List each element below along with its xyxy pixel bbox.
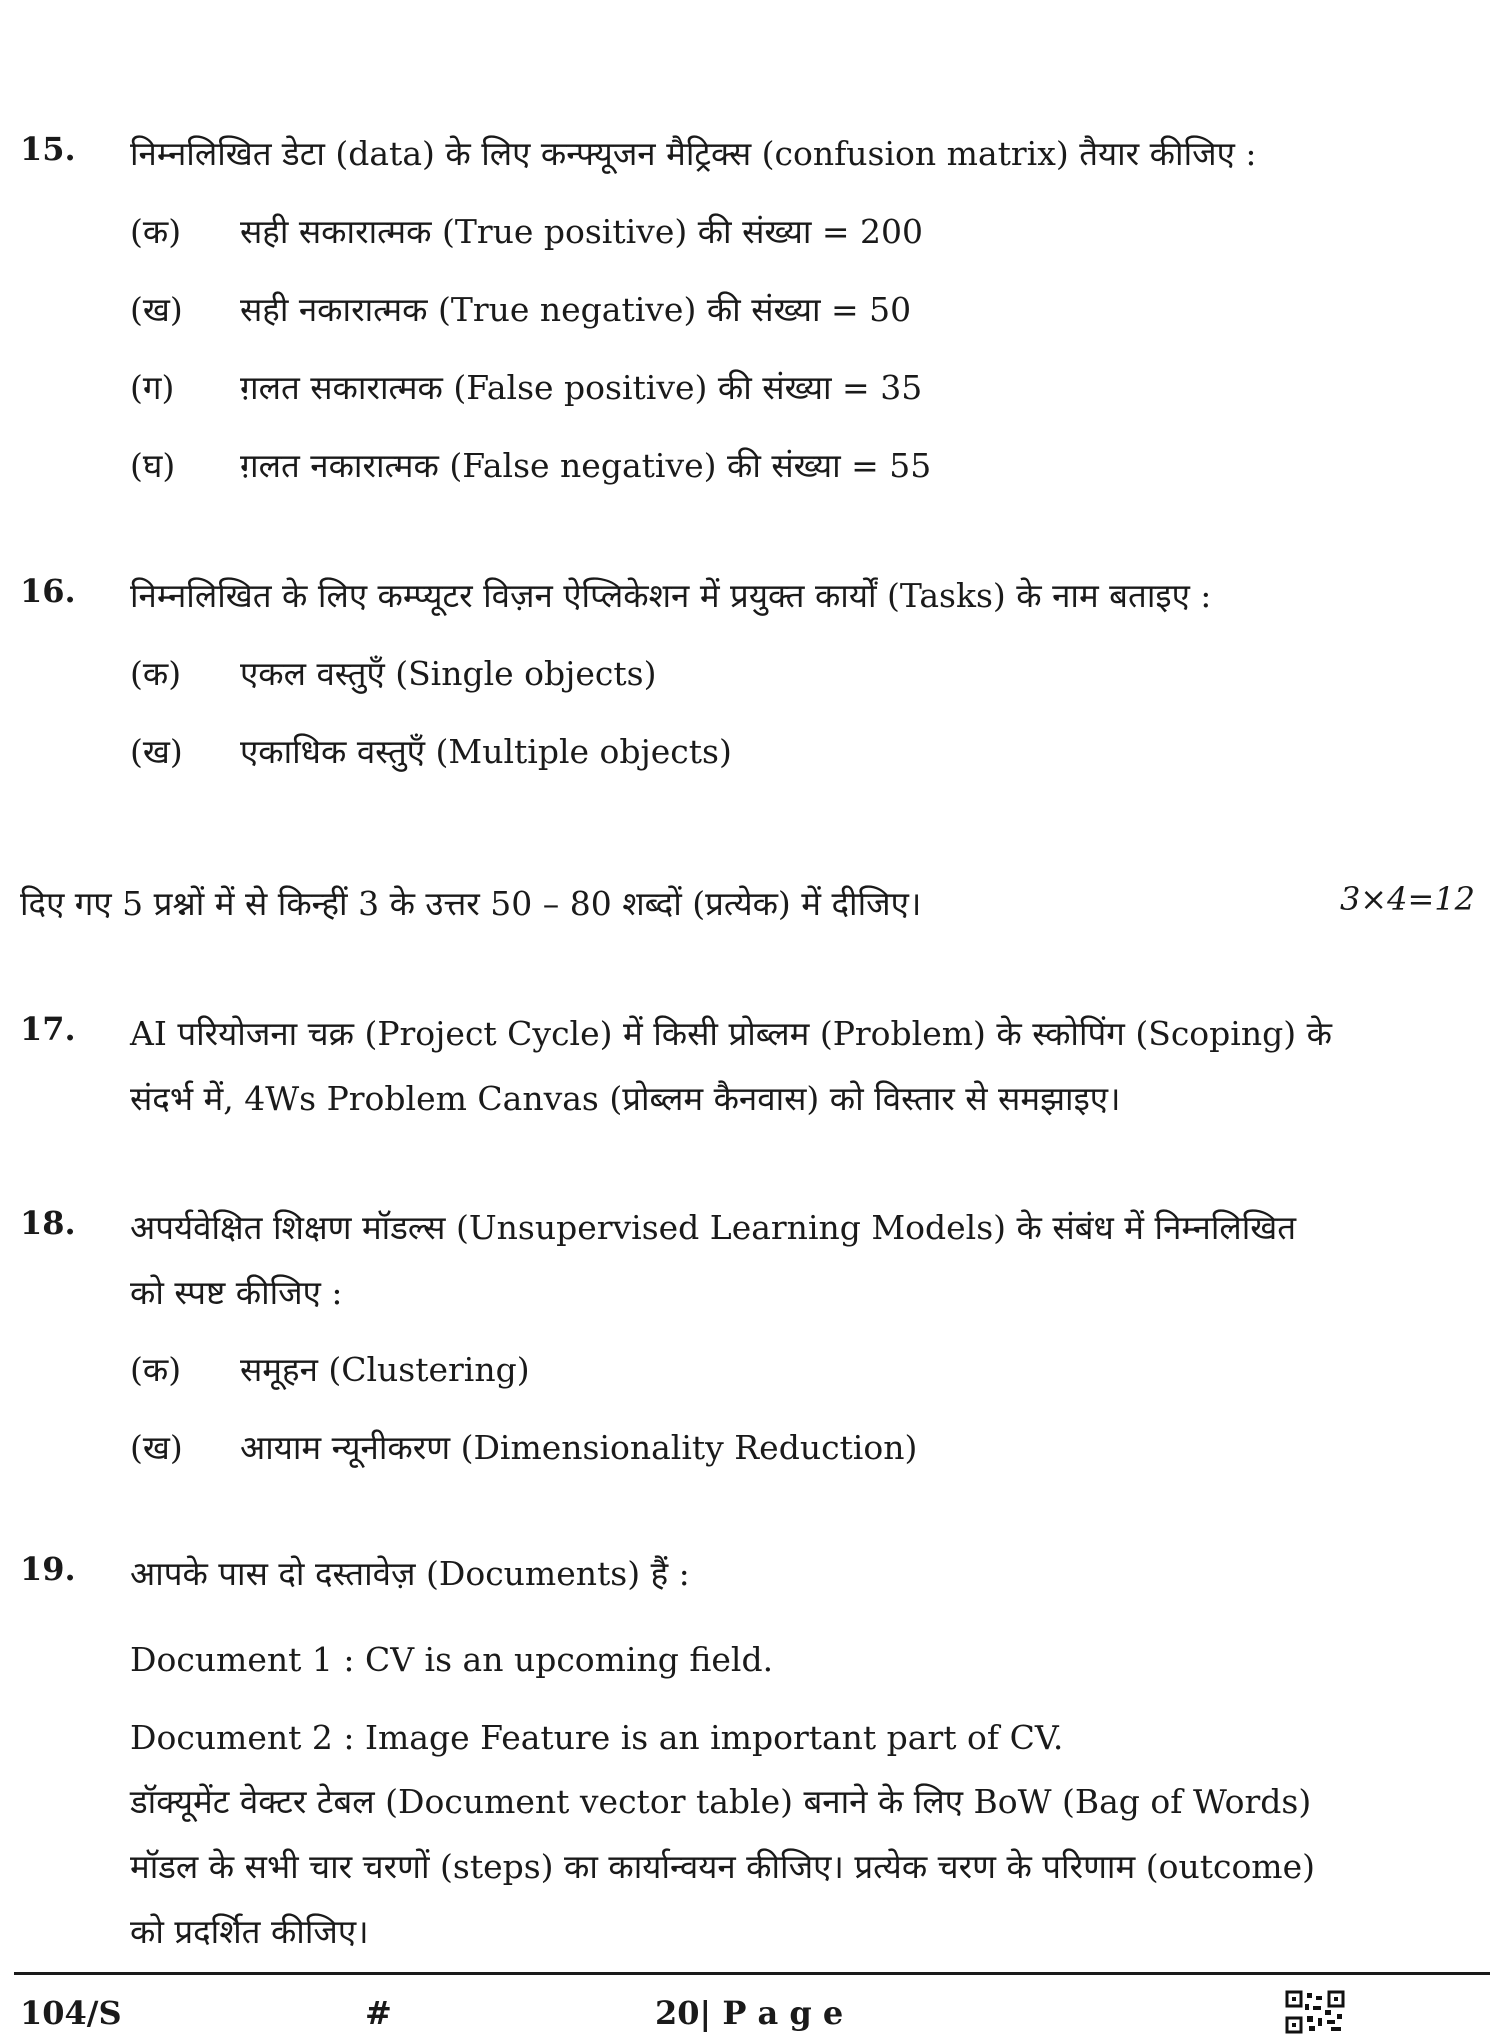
question-number: 18. <box>20 1204 76 1242</box>
question-text: संदर्भ में, 4Ws Problem Canvas (प्रोब्लम कैनवास) को विस्तार से समझाइए। <box>130 1079 1121 1118</box>
option-label: (ख) <box>130 1428 183 1467</box>
question-number: 16. <box>20 572 76 610</box>
section-marks: 3×4=12 <box>1339 880 1475 918</box>
question-text: निम्नलिखित डेटा (data) के लिए कन्फ्यूजन मैट्रिक्स (confusion matrix) तैयार कीजिए : <box>130 134 1257 173</box>
option-label: (क) <box>130 1350 182 1389</box>
question-number: 17. <box>20 1010 76 1048</box>
document-line: Document 2 : Image Feature is an important part of CV. <box>130 1718 1064 1757</box>
question-text: डॉक्यूमेंट वेक्टर टेबल (Document vector table) बनाने के लिए BoW (Bag of Words) <box>130 1782 1312 1821</box>
question-text: मॉडल के सभी चार चरणों (steps) का कार्यान्वयन कीजिए। प्रत्येक चरण के परिणाम (outcome) <box>130 1847 1316 1886</box>
question-text: AI परियोजना चक्र (Project Cycle) में किसी प्रोब्लम (Problem) के स्कोपिंग (Scoping) के <box>130 1014 1332 1053</box>
question-text: आपके पास दो दस्तावेज़ (Documents) हैं : <box>130 1554 690 1593</box>
qr-code-icon <box>1285 1990 1345 2034</box>
question-number: 19. <box>20 1550 76 1588</box>
option-label: (क) <box>130 212 182 251</box>
question-text: को प्रदर्शित कीजिए। <box>130 1912 369 1951</box>
option-text: ग़लत नकारात्मक (False negative) की संख्या = 55 <box>240 446 932 485</box>
option-label: (ख) <box>130 290 183 329</box>
option-label: (ख) <box>130 732 183 771</box>
option-label: (घ) <box>130 446 176 485</box>
hash-mark: # <box>365 1994 392 2032</box>
option-text: एकल वस्तुएँ (Single objects) <box>240 654 657 693</box>
section-instruction: दिए गए 5 प्रश्नों में से किन्हीं 3 के उत्तर 50 – 80 शब्दों (प्रत्येक) में दीजिए। <box>20 884 922 923</box>
document-line: Document 1 : CV is an upcoming field. <box>130 1640 774 1679</box>
question-text: निम्नलिखित के लिए कम्प्यूटर विज़न ऐप्लिकेशन में प्रयुक्त कार्यों (Tasks) के नाम बताइए : <box>130 576 1212 615</box>
option-label: (ग) <box>130 368 175 407</box>
question-number: 15. <box>20 130 76 168</box>
option-label: (क) <box>130 654 182 693</box>
option-text: आयाम न्यूनीकरण (Dimensionality Reduction) <box>240 1428 918 1467</box>
option-text: सही सकारात्मक (True positive) की संख्या = 200 <box>240 212 924 251</box>
footer-rule <box>14 1972 1490 1975</box>
option-text: समूहन (Clustering) <box>240 1350 530 1389</box>
option-text: एकाधिक वस्तुएँ (Multiple objects) <box>240 732 732 771</box>
question-text: अपर्यवेक्षित शिक्षण मॉडल्स (Unsupervised Learning Models) के संबंध में निम्नलिखित <box>130 1208 1297 1247</box>
page-number: 20| P a g e <box>655 1994 844 2032</box>
paper-code: 104/S <box>20 1994 122 2032</box>
option-text: ग़लत सकारात्मक (False positive) की संख्या = 35 <box>240 368 923 407</box>
option-text: सही नकारात्मक (True negative) की संख्या = 50 <box>240 290 912 329</box>
question-text: को स्पष्ट कीजिए : <box>130 1273 343 1312</box>
